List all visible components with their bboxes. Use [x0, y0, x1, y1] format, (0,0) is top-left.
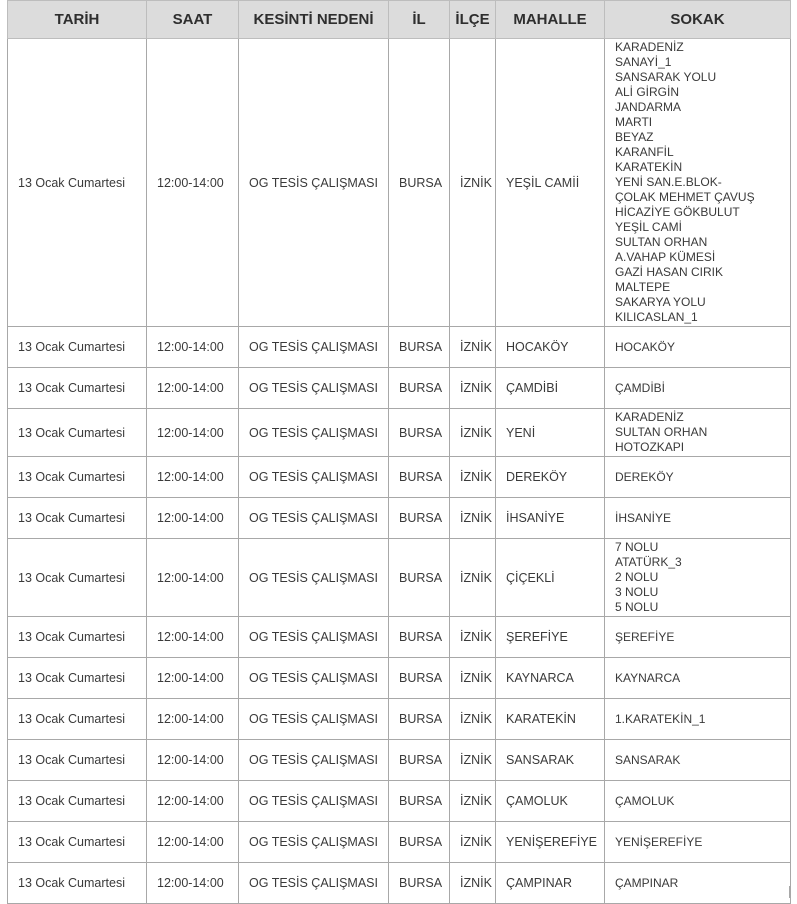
sokak-item: 7 NOLU: [615, 540, 659, 554]
header-il: İL: [389, 1, 450, 39]
cell-sokak: [605, 699, 791, 740]
cell-sokak: [605, 740, 791, 781]
cell-kesinti-nedeni: OG TESİS ÇALIŞMASI: [239, 327, 389, 368]
cell-mahalle: DEREKÖY: [496, 457, 605, 498]
table-row: [8, 327, 791, 368]
table-row: [8, 457, 791, 498]
cell-mahalle: ÇAMPINAR: [496, 863, 605, 904]
table-row: [8, 498, 791, 539]
sokak-item: YENİ SAN.E.BLOK-: [615, 175, 722, 189]
cell-ilce: İZNİK: [450, 740, 496, 781]
cell-mahalle: KARATEKİN: [496, 699, 605, 740]
sokak-item: A.VAHAP KÜMESİ: [615, 250, 716, 264]
sokak-item: SAKARYA YOLU: [615, 295, 706, 309]
cell-saat: 12:00-14:00: [147, 498, 239, 539]
cell-il: BURSA: [389, 409, 450, 457]
cell-ilce: İZNİK: [450, 699, 496, 740]
cell-mahalle: ÇAMOLUK: [496, 781, 605, 822]
cell-saat: 12:00-14:00: [147, 822, 239, 863]
cell-sokak: [605, 617, 791, 658]
cell-tarih: 13 Ocak Cumartesi: [8, 658, 147, 699]
table-row: [8, 539, 791, 617]
cell-sokak: [605, 822, 791, 863]
table-row: [8, 658, 791, 699]
cell-kesinti-nedeni: OG TESİS ÇALIŞMASI: [239, 740, 389, 781]
cell-il: BURSA: [389, 863, 450, 904]
cell-saat: 12:00-14:00: [147, 539, 239, 617]
sokak-item: ALİ GİRGİN: [615, 85, 680, 99]
sokak-item: HİCAZİYE GÖKBULUT: [615, 205, 740, 219]
cell-saat: 12:00-14:00: [147, 863, 239, 904]
cell-il: BURSA: [389, 368, 450, 409]
sokak-item: MARTI: [615, 115, 653, 129]
cell-mahalle: HOCAKÖY: [496, 327, 605, 368]
sokak-item: SULTAN ORHAN: [615, 425, 708, 439]
cell-saat: 12:00-14:00: [147, 39, 239, 327]
sokak-item: YENİŞEREFİYE: [615, 834, 703, 849]
cell-tarih: 13 Ocak Cumartesi: [8, 617, 147, 658]
cell-il: BURSA: [389, 699, 450, 740]
cell-sokak: [605, 39, 791, 327]
cell-tarih: 13 Ocak Cumartesi: [8, 39, 147, 327]
sokak-item: KARADENİZ: [615, 40, 684, 54]
cell-ilce: İZNİK: [450, 409, 496, 457]
sokak-item: BEYAZ: [615, 130, 654, 144]
cell-sokak: [605, 457, 791, 498]
cell-kesinti-nedeni: OG TESİS ÇALIŞMASI: [239, 368, 389, 409]
cell-sokak: [605, 498, 791, 539]
cell-il: BURSA: [389, 781, 450, 822]
sokak-item: SANSARAK: [615, 752, 681, 767]
cell-ilce: İZNİK: [450, 539, 496, 617]
cell-il: BURSA: [389, 498, 450, 539]
cell-kesinti-nedeni: OG TESİS ÇALIŞMASI: [239, 409, 389, 457]
sokak-item: KARANFİL: [615, 145, 674, 159]
cell-saat: 12:00-14:00: [147, 658, 239, 699]
cell-sokak: [605, 539, 791, 617]
cell-ilce: İZNİK: [450, 457, 496, 498]
cell-ilce: İZNİK: [450, 617, 496, 658]
cell-il: BURSA: [389, 617, 450, 658]
sokak-item: SANAYİ_1: [615, 55, 672, 69]
table-row: [8, 409, 791, 457]
sokak-item: 2 NOLU: [615, 570, 659, 584]
sokak-item: MALTEPE: [615, 280, 671, 294]
sokak-item: GAZİ HASAN CIRIK: [615, 265, 724, 279]
cell-tarih: 13 Ocak Cumartesi: [8, 539, 147, 617]
cell-tarih: 13 Ocak Cumartesi: [8, 368, 147, 409]
table-row: [8, 781, 791, 822]
cell-ilce: İZNİK: [450, 39, 496, 327]
cell-saat: 12:00-14:00: [147, 409, 239, 457]
cell-kesinti-nedeni: OG TESİS ÇALIŞMASI: [239, 457, 389, 498]
table-row: [8, 822, 791, 863]
cell-saat: 12:00-14:00: [147, 699, 239, 740]
sokak-item: SULTAN ORHAN: [615, 235, 708, 249]
cell-mahalle: KAYNARCA: [496, 658, 605, 699]
cell-sokak: [605, 327, 791, 368]
cell-il: BURSA: [389, 822, 450, 863]
cell-kesinti-nedeni: OG TESİS ÇALIŞMASI: [239, 863, 389, 904]
sokak-item: KAYNARCA: [615, 670, 681, 685]
cell-tarih: 13 Ocak Cumartesi: [8, 740, 147, 781]
cell-kesinti-nedeni: OG TESİS ÇALIŞMASI: [239, 498, 389, 539]
cell-ilce: İZNİK: [450, 781, 496, 822]
cell-mahalle: YEŞİL CAMİİ: [496, 39, 605, 327]
cell-mahalle: YENİŞEREFİYE: [496, 822, 605, 863]
header-tarih: TARİH: [8, 1, 147, 39]
header-mahalle: MAHALLE: [496, 1, 605, 39]
sokak-item: 5 NOLU: [615, 600, 659, 614]
cell-ilce: İZNİK: [450, 822, 496, 863]
cell-il: BURSA: [389, 327, 450, 368]
sokak-item: ÇAMDİBİ: [615, 380, 666, 395]
cell-kesinti-nedeni: OG TESİS ÇALIŞMASI: [239, 658, 389, 699]
cell-saat: 12:00-14:00: [147, 617, 239, 658]
cell-il: BURSA: [389, 740, 450, 781]
sokak-item: JANDARMA: [615, 100, 682, 114]
cell-kesinti-nedeni: OG TESİS ÇALIŞMASI: [239, 617, 389, 658]
cell-ilce: İZNİK: [450, 863, 496, 904]
sokak-item: HOCAKÖY: [615, 339, 676, 354]
sokak-item: ÇAMPINAR: [615, 875, 679, 890]
cell-saat: 12:00-14:00: [147, 368, 239, 409]
cell-sokak: [605, 658, 791, 699]
sokak-item: ÇOLAK MEHMET ÇAVUŞ: [615, 190, 755, 204]
cell-kesinti-nedeni: OG TESİS ÇALIŞMASI: [239, 539, 389, 617]
cell-kesinti-nedeni: OG TESİS ÇALIŞMASI: [239, 39, 389, 327]
sokak-item: KARADENİZ: [615, 410, 684, 424]
header-saat: SAAT: [147, 1, 239, 39]
cell-tarih: 13 Ocak Cumartesi: [8, 498, 147, 539]
sokak-item: ATATÜRK_3: [615, 555, 682, 569]
cell-mahalle: SANSARAK: [496, 740, 605, 781]
header-ilce: İLÇE: [450, 1, 496, 39]
table-row: [8, 368, 791, 409]
cell-tarih: 13 Ocak Cumartesi: [8, 863, 147, 904]
sokak-item: 1.KARATEKİN_1: [615, 711, 706, 726]
outage-table-container: [7, 0, 790, 904]
cell-tarih: 13 Ocak Cumartesi: [8, 457, 147, 498]
cell-tarih: 13 Ocak Cumartesi: [8, 327, 147, 368]
header-sokak: SOKAK: [605, 1, 791, 39]
cell-kesinti-nedeni: OG TESİS ÇALIŞMASI: [239, 822, 389, 863]
cell-saat: 12:00-14:00: [147, 457, 239, 498]
cell-il: BURSA: [389, 39, 450, 327]
cell-saat: 12:00-14:00: [147, 327, 239, 368]
cell-mahalle: ÇAMDİBİ: [496, 368, 605, 409]
outage-table: [7, 0, 791, 904]
cell-saat: 12:00-14:00: [147, 781, 239, 822]
sokak-item: ŞEREFİYE: [615, 629, 675, 644]
cell-tarih: 13 Ocak Cumartesi: [8, 409, 147, 457]
cell-sokak: [605, 781, 791, 822]
header-kesinti-nedeni: KESİNTİ NEDENİ: [239, 1, 389, 39]
cell-ilce: İZNİK: [450, 658, 496, 699]
table-continuation: [7, 886, 790, 898]
table-row: [8, 39, 791, 327]
cell-saat: 12:00-14:00: [147, 740, 239, 781]
cell-mahalle: ŞEREFİYE: [496, 617, 605, 658]
sokak-item: HOTOZKAPI: [615, 440, 685, 454]
cell-il: BURSA: [389, 457, 450, 498]
cell-tarih: 13 Ocak Cumartesi: [8, 699, 147, 740]
sokak-item: ÇAMOLUK: [615, 793, 675, 808]
cell-ilce: İZNİK: [450, 368, 496, 409]
table-row: [8, 617, 791, 658]
cell-mahalle: İHSANİYE: [496, 498, 605, 539]
sokak-item: YEŞİL CAMİ: [615, 220, 682, 234]
cell-il: BURSA: [389, 539, 450, 617]
cell-tarih: 13 Ocak Cumartesi: [8, 822, 147, 863]
sokak-item: KILICASLAN_1: [615, 310, 698, 324]
sokak-item: KARATEKİN: [615, 160, 683, 174]
sokak-item: DEREKÖY: [615, 469, 674, 484]
cell-il: BURSA: [389, 658, 450, 699]
cell-sokak: [605, 409, 791, 457]
sokak-item: SANSARAK YOLU: [615, 70, 717, 84]
cell-kesinti-nedeni: OG TESİS ÇALIŞMASI: [239, 699, 389, 740]
cell-sokak: [605, 368, 791, 409]
table-header: [8, 1, 791, 39]
table-row: [8, 740, 791, 781]
sokak-item: İHSANİYE: [615, 510, 672, 525]
cell-tarih: 13 Ocak Cumartesi: [8, 781, 147, 822]
table-body: [8, 39, 791, 904]
cell-kesinti-nedeni: OG TESİS ÇALIŞMASI: [239, 781, 389, 822]
cell-ilce: İZNİK: [450, 327, 496, 368]
cell-ilce: İZNİK: [450, 498, 496, 539]
table-row: [8, 699, 791, 740]
sokak-item: 3 NOLU: [615, 585, 659, 599]
cell-mahalle: YENİ: [496, 409, 605, 457]
cell-mahalle: ÇİÇEKLİ: [496, 539, 605, 617]
